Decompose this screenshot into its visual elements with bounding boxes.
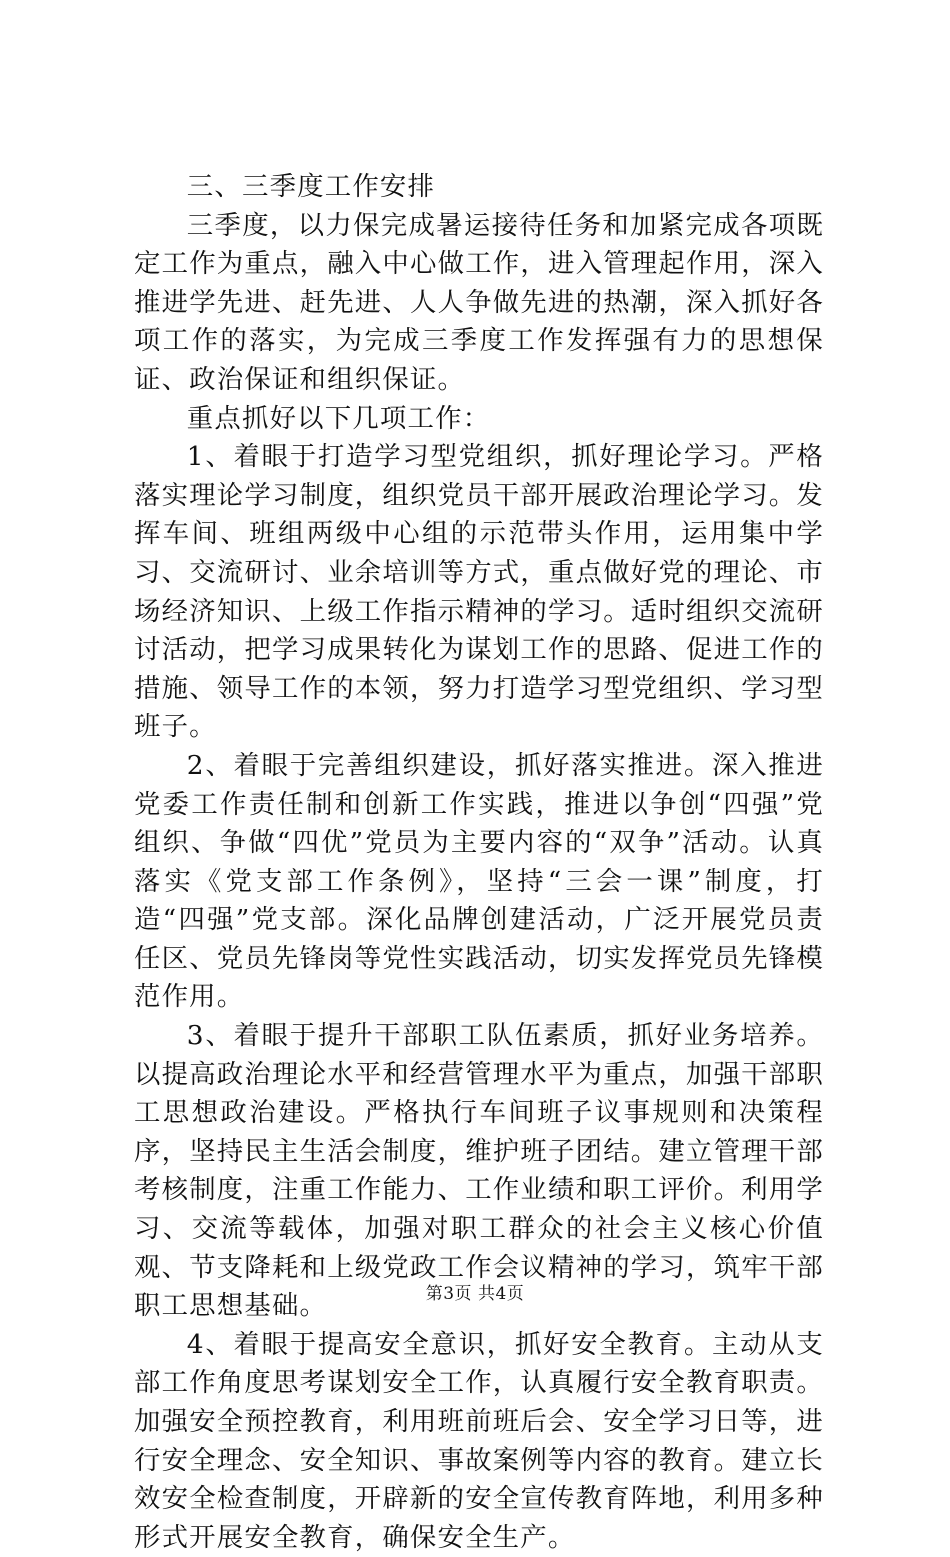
paragraph-key-tasks: 重点抓好以下几项工作： — [186, 402, 491, 434]
paragraph-item-1: 1、着眼于打造学习型党组织，抓好理论学习。严格落实理论学习制度，组织党员干部开展政治理论学习。发挥车间、班组两级中心组的示范带头作用，运用集中学习、交流研讨、业余培训等方式，重点做好党的理论、市场经济知识、上级工作指示精神的学习。适时组织交流研讨活动，把学习成果转化为谋划工作的思路、促进工作的措施、领导工作的本领，努力打造学习型党组织、学习型班子。 — [134, 441, 824, 743]
paragraph-item-4: 4、着眼于提高安全意识，抓好安全教育。主动从支部工作角度思考谋划安全工作，认真履行安全教育职责。加强安全预控教育，利用班前班后会、安全学习日等，进行安全理念、安全知识、事故案例等内容的教育。建立长效安全检查制度，开辟新的安全宣传教育阵地，利用多种形式开展安全教育，确保安全生产。 — [134, 1328, 824, 1553]
paragraph-item-2: 2、着眼于完善组织建设，抓好落实推进。深入推进党委工作责任制和创新工作实践，推进以争创“四强”党组织、争做“四优”党员为主要内容的“双争”活动。认真落实《党支部工作条例》，坚持“三会一课”制度，打造“四强”党支部。深化品牌创建活动，广泛开展党员责任区、党员先锋岗等党性实践活动，切实发挥党员先锋模范作用。 — [134, 749, 824, 1013]
document-body — [134, 168, 824, 1557]
page-footer — [0, 1283, 950, 1305]
section-heading: 三、三季度工作安排 — [186, 171, 436, 202]
page-number-label: 第3页 共4页 — [425, 1284, 525, 1304]
paragraph-item-3: 3、着眼于提升干部职工队伍素质，抓好业务培养。以提高政治理论水平和经营管理水平为重点，加强干部职工思想政治建设。严格执行车间班子议事规则和决策程序，坚持民主生活会制度，维护班子团结。建立管理干部考核制度，注重工作能力、工作业绩和职工评价。利用学习、交流等载体，加强对职工群众的社会主义核心价值观、节支降耗和上级党政工作会议精神的学习，筑牢干部职工思想基础。 — [134, 1020, 824, 1322]
paragraph-intro: 三季度，以力保完成暑运接待任务和加紧完成各项既定工作为重点，融入中心做工作，进入管理起作用，深入推进学先进、赶先进、人人争做先进的热潮，深入抓好各项工作的落实，为完成三季度工作发挥强有力的思想保证、政治保证和组织保证。 — [134, 209, 824, 395]
